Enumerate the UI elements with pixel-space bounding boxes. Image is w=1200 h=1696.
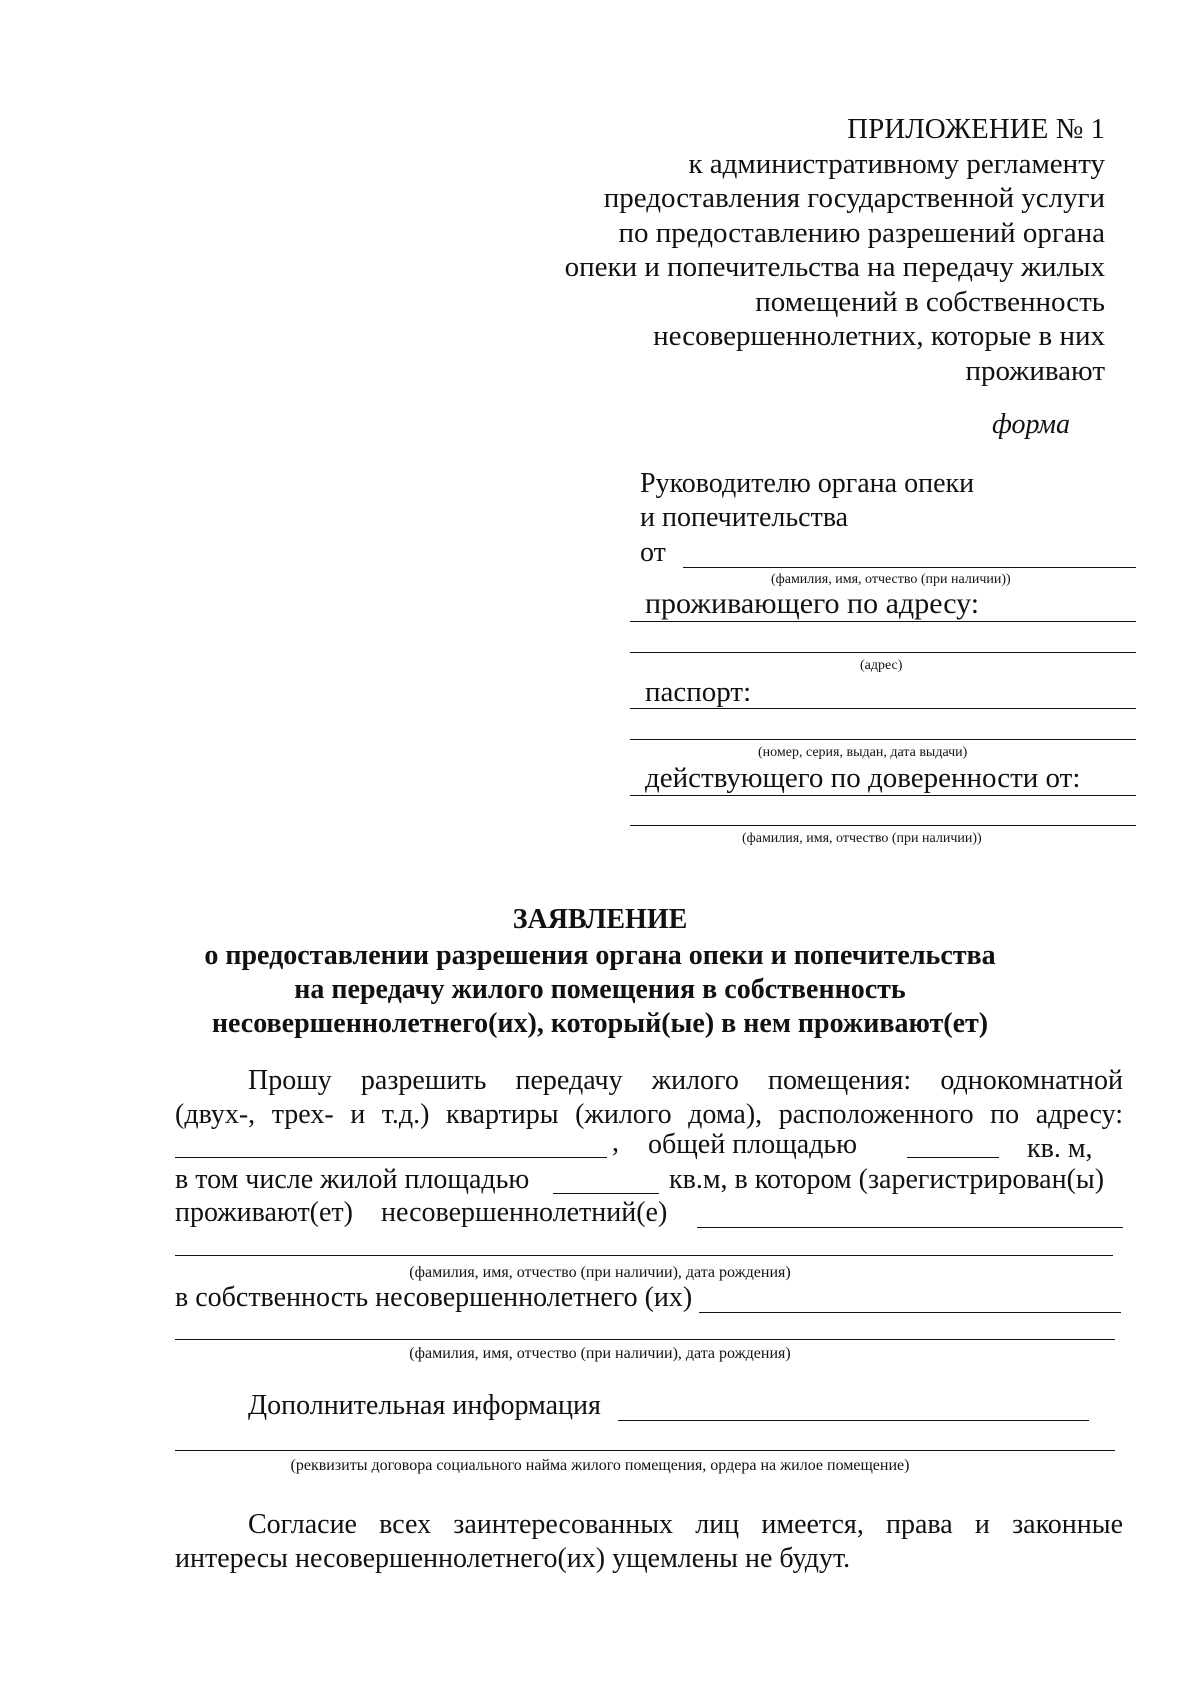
request-line1: Прошу разрешить передачу жилого помещения: однокомнатной [248, 1065, 1123, 1096]
additional-info-hint: (реквизиты договора социального найма жилого помещения, ордера на жилое помещение) [290, 1457, 910, 1474]
passport-field-line1[interactable] [630, 708, 1136, 709]
consent-line1: Согласие всех заинтересованных лиц имеется, права и законные [248, 1509, 1123, 1540]
from-name-field[interactable] [683, 567, 1136, 568]
appendix-line: предоставления государственной услуги [603, 182, 1105, 214]
address-field-line1[interactable] [630, 621, 1136, 622]
address-field-line2[interactable] [630, 652, 1136, 653]
document-subtitle: на передачу жилого помещения в собственность [294, 974, 906, 1005]
ownership-hint: (фамилия, имя, отчество (при наличии), дата рождения) [409, 1345, 791, 1362]
proxy-label: действующего по доверенности от: [645, 762, 1081, 794]
proxy-hint: (фамилия, имя, отчество (при наличии)) [742, 831, 982, 846]
appendix-line: проживают [965, 354, 1105, 387]
passport-field-line2[interactable] [630, 739, 1136, 740]
proxy-field-line2[interactable] [630, 825, 1136, 826]
form-label: форма [992, 409, 1070, 440]
address-label: проживающего по адресу: [645, 587, 980, 620]
appendix-line: по предоставлению разрешений органа [618, 216, 1105, 249]
addressee-line1: Руководителю органа опеки [640, 468, 975, 499]
appendix-line: ПРИЛОЖЕНИЕ № 1 [847, 113, 1105, 145]
ownership-field-line2[interactable] [175, 1339, 1115, 1340]
passport-label: паспорт: [645, 676, 752, 708]
additional-info-label: Дополнительная информация [248, 1390, 601, 1421]
living-area-label: в том числе жилой площадью [175, 1164, 530, 1195]
total-area-field[interactable] [907, 1157, 999, 1158]
addressee-line2: и попечительства [640, 502, 849, 533]
minors-field-line1[interactable] [697, 1227, 1123, 1228]
ownership-field-line1[interactable] [699, 1312, 1121, 1313]
document-subtitle: несовершеннолетнего(их), который(ые) в нем проживают(ет) [211, 1008, 989, 1039]
appendix-line: к административному регламенту [688, 147, 1105, 180]
appendix-line: несовершеннолетних, которые в них [653, 320, 1105, 352]
minors-label: проживают(ет) несовершеннолетний(е) [175, 1197, 668, 1228]
additional-info-field-line1[interactable] [618, 1420, 1089, 1421]
minors-field-line2[interactable] [175, 1255, 1113, 1256]
proxy-field-line1[interactable] [630, 795, 1136, 796]
minors-hint: (фамилия, имя, отчество (при наличии), дата рождения) [409, 1264, 791, 1281]
additional-info-field-line2[interactable] [175, 1450, 1115, 1451]
comma: , [612, 1127, 619, 1158]
from-label: от [640, 537, 666, 568]
consent-line2: интересы несовершеннолетнего(их) ущемлены не будут. [175, 1543, 851, 1574]
request-line2: (двух-, трех- и т.д.) квартиры (жилого дома), расположенного по адресу: [175, 1099, 1123, 1130]
property-address-field[interactable] [175, 1157, 607, 1158]
document-subtitle: о предоставлении разрешения органа опеки и попечительства [204, 940, 996, 971]
appendix-header [565, 112, 1105, 388]
total-area-unit: кв. м, [1027, 1133, 1093, 1164]
living-area-field[interactable] [553, 1193, 659, 1194]
from-hint: (фамилия, имя, отчество (при наличии)) [771, 572, 1011, 587]
ownership-label: в собственность несовершеннолетнего (их) [175, 1282, 693, 1313]
appendix-line: опеки и попечительства на передачу жилых [564, 251, 1105, 283]
passport-hint: (номер, серия, выдан, дата выдачи) [758, 745, 968, 760]
total-area-label: общей площадью [648, 1129, 858, 1160]
appendix-line: помещений в собственность [755, 285, 1105, 318]
document-title: ЗАЯВЛЕНИЕ [512, 904, 688, 935]
registered-label: кв.м, в котором (зарегистрирован(ы) [669, 1164, 1105, 1195]
address-hint: (адрес) [860, 658, 903, 673]
